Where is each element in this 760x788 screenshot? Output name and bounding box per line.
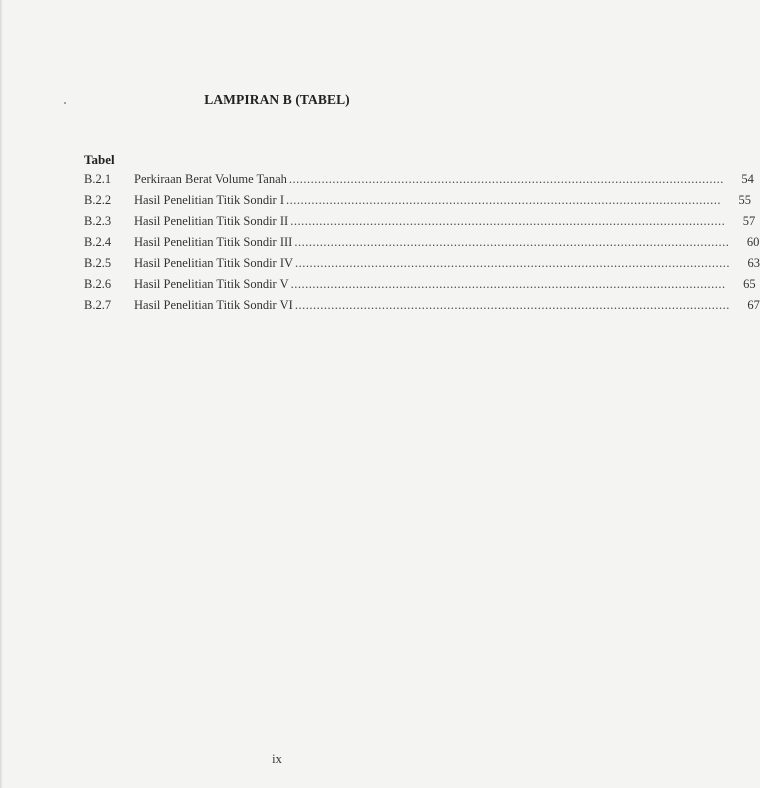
page-title: LAMPIRAN B (TABEL) [204, 92, 350, 107]
section-label: Tabel [84, 152, 115, 167]
entry-page: 63 [747, 256, 760, 270]
scan-speck [64, 102, 66, 104]
entry-title-wrap [134, 277, 726, 292]
scan-page-edge [0, 0, 3, 788]
entry-page: 65 [743, 277, 756, 291]
list-item [84, 277, 756, 298]
dot-leader: ........................................................................................................................ [294, 298, 730, 312]
entry-title: Hasil Penelitian Titik Sondir I [134, 193, 285, 207]
entry-code: B.2.5 [84, 256, 112, 270]
entry-title-wrap [134, 235, 729, 250]
table-list [84, 172, 760, 319]
entry-code: B.2.7 [84, 298, 112, 312]
entry-code: B.2.1 [84, 172, 112, 186]
entry-title: Perkiraan Berat Volume Tanah [134, 172, 287, 186]
dot-leader: ........................................................................................................................ [290, 214, 726, 228]
entry-page: 54 [741, 172, 754, 186]
list-item [84, 214, 756, 235]
entry-title-wrap [134, 256, 730, 271]
entry-page: 67 [747, 298, 760, 312]
list-item [84, 235, 760, 256]
entry-title: Hasil Penelitian Titik Sondir IV [134, 256, 294, 270]
entry-title: Hasil Penelitian Titik Sondir VI [134, 298, 293, 312]
list-item [84, 256, 760, 277]
entry-page: 60 [746, 235, 760, 249]
dot-leader: ........................................................................................................................ [286, 193, 722, 207]
dot-leader: ........................................................................................................................ [288, 172, 724, 186]
entry-title: Hasil Penelitian Titik Sondir II [134, 214, 289, 228]
entry-code: B.2.4 [84, 235, 112, 249]
entry-title: Hasil Penelitian Titik Sondir V [134, 277, 289, 291]
list-item [84, 193, 752, 214]
list-item [84, 172, 754, 193]
entry-title-wrap [134, 193, 721, 208]
entry-title: Hasil Penelitian Titik Sondir III [134, 235, 293, 249]
entry-code: B.2.6 [84, 277, 112, 291]
dot-leader: ........................................................................................................................ [290, 277, 726, 291]
entry-code: B.2.2 [84, 193, 112, 207]
entry-code: B.2.3 [84, 214, 112, 228]
dot-leader: ........................................................................................................................ [294, 235, 730, 249]
list-item [84, 298, 760, 319]
entry-page: 55 [738, 193, 752, 207]
page-number: ix [272, 752, 282, 766]
dot-leader: ........................................................................................................................ [295, 256, 731, 270]
entry-page: 57 [742, 214, 756, 228]
entry-title-wrap [134, 172, 724, 187]
entry-title-wrap [134, 214, 725, 229]
entry-title-wrap [134, 298, 730, 313]
